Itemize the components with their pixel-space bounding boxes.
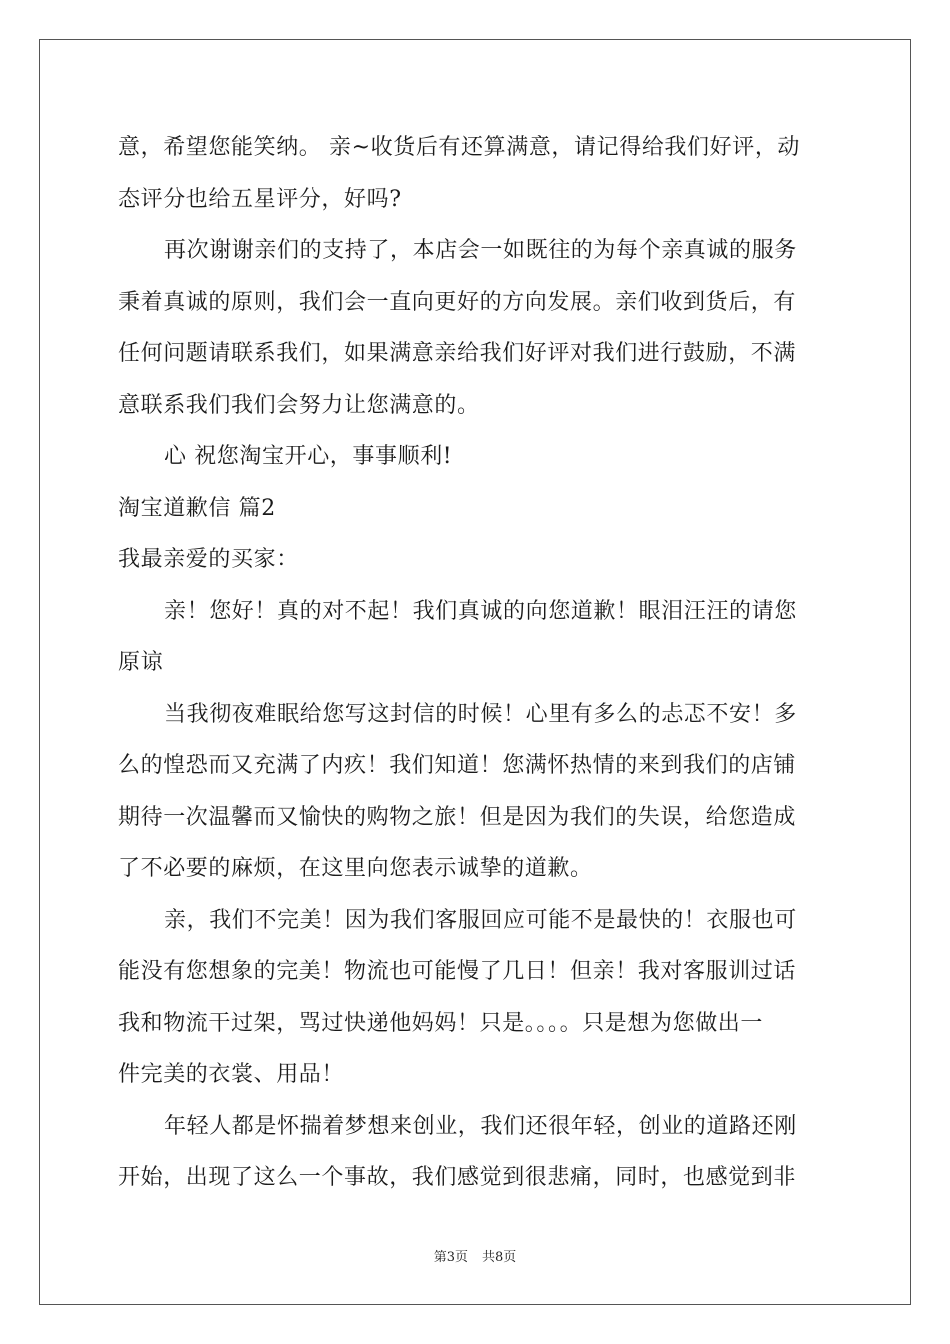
text-line: 任何问题请联系我们，如果满意亲给我们好评对我们进行鼓励，不满 <box>118 341 797 366</box>
text-line: 意，希望您能笑纳。 亲~收货后有还算满意，请记得给我们好评，动 <box>118 135 801 160</box>
text-line: 期待一次温馨而又愉快的购物之旅！但是因为我们的失误，给您造成 <box>118 804 797 830</box>
text-line: 我和物流干过架，骂过快递他妈妈！只是。。。。只是想为您做出一 <box>118 1010 764 1036</box>
document-body <box>118 122 834 1204</box>
text-line: 开始，出现了这么一个事故，我们感觉到很悲痛，同时，也感觉到非 <box>118 1165 797 1190</box>
page-number: 第3页 <box>433 1250 468 1265</box>
text-line: 再次谢谢亲们的支持了，本店会一如既往的为每个亲真诚的服务 <box>164 238 797 263</box>
text-line: 秉着真诚的原则，我们会一直向更好的方向发展。亲们收到货后，有 <box>118 289 797 315</box>
text-line: 亲！您好！真的对不起！我们真诚的向您道歉！眼泪汪汪的请您 <box>164 598 797 624</box>
text-line: 件完美的衣裳、用品！ <box>118 1062 345 1087</box>
text-line: 亲，我们不完美！因为我们客服回应可能不是最快的！衣服也可 <box>164 907 797 933</box>
section-heading: 淘宝道歉信 篇2 <box>118 495 276 521</box>
page-footer <box>0 1246 950 1265</box>
text-line: 意联系我们我们会努力让您满意的。 <box>118 392 480 418</box>
text-line: 心 祝您淘宝开心，事事顺利! <box>164 444 453 469</box>
text-line: 当我彻夜难眠给您写这封信的时候！心里有多么的忐忑不安！多 <box>164 701 797 727</box>
salutation: 我最亲爱的买家： <box>118 547 299 572</box>
page-total: 共8页 <box>482 1250 517 1265</box>
text-line: 能没有您想象的完美！物流也可能慢了几日！但亲！我对客服训过话 <box>118 959 797 984</box>
text-line: 态评分也给五星评分，好吗? <box>118 186 402 212</box>
text-line: 了不必要的麻烦，在这里向您表示诚挚的道歉。 <box>118 856 593 881</box>
text-line: 年轻人都是怀揣着梦想来创业，我们还很年轻，创业的道路还刚 <box>164 1113 797 1139</box>
text-line: 么的惶恐而又充满了内疚！我们知道！您满怀热情的来到我们的店铺 <box>118 753 797 778</box>
text-line: 原谅 <box>118 650 164 675</box>
